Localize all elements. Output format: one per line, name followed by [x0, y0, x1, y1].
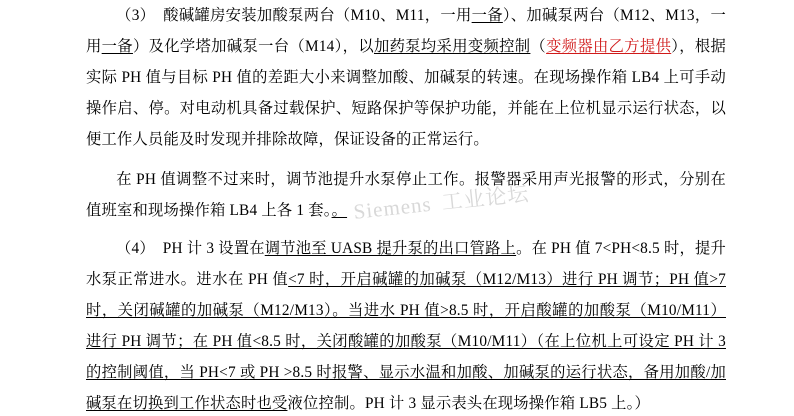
run-text: 液位控制。PH 计 3 显示表头在现场操作箱 LB5 上。）: [287, 395, 650, 412]
run-text: （4） PH 计 3 设置在: [116, 240, 265, 257]
paragraph-spacer: [86, 226, 726, 233]
run-underline: 调节池至 UASB 提升泵的出口管路上: [264, 240, 517, 257]
run-text: 在 PH 值调整不过来时，调节池提升水泵停止工作。报警器采用声光报警的形式，分别在值班室和现场操作箱 LB4 上各 1 套。: [86, 171, 726, 219]
run-text: ）及化学塔加碱泵一台（M14），以: [132, 38, 374, 55]
run-text: ）、加碱泵两台（M12、M13，一用: [86, 7, 726, 55]
run-underline: 一备: [471, 7, 503, 24]
paragraph-item-4: [86, 233, 726, 416]
run-text: （: [530, 38, 547, 55]
paragraph-item-3: [86, 0, 726, 155]
run-underline: 。: [331, 202, 348, 219]
run-text: 。在 PH 值 7<PH<8.5 时，提升水泵正常进水。进水在 PH 值: [86, 240, 726, 288]
watermark-main-text: Siemens: [352, 191, 433, 224]
paragraph-spacer: [86, 155, 726, 164]
run-underline: <7 时，开启碱罐的加碱泵（M12/M13）进行 PH 调节；PH 值>7 时，关闭碱罐的加碱泵（M12/M13）。当进水 PH 值>8.5 时，开启酸罐的加酸泵（M10/M11）进行 PH 调节；在 PH 值<8.5 时，关闭酸罐的加酸泵（M10/M11）（在上位机上可设定 PH 计 3 的控制阈值，当 PH<7 或 PH >8.5 时报警、显示水温和加酸、加碱泵的运行状态，备用加酸/加碱泵在切换到工作状态时也受: [86, 271, 726, 412]
run-underline: 一备: [101, 38, 133, 55]
run-highlight-red: 变频器由乙方提供: [546, 38, 672, 55]
document-body: [86, 0, 726, 416]
paragraph-ph-adjust: [86, 164, 726, 226]
run-text: （3） 酸碱罐房安装加酸泵两台（M10、M11，一用: [116, 7, 472, 24]
run-underline: 加药泵均采用变频控制: [373, 38, 531, 55]
run-text: ），根据实际 PH 值与目标 PH 值的差距大小来调整加酸、加碱泵的转速。在现场操作箱 LB4 上可手动操作启、停。对电动机具备过载保护、短路保护等保护功能，并能在上位机显示运行状态，以便工作人员能及时发现并排除故障，保证设备的正常运行。: [86, 38, 727, 148]
watermark-cn-text: 工业论坛: [440, 181, 531, 215]
